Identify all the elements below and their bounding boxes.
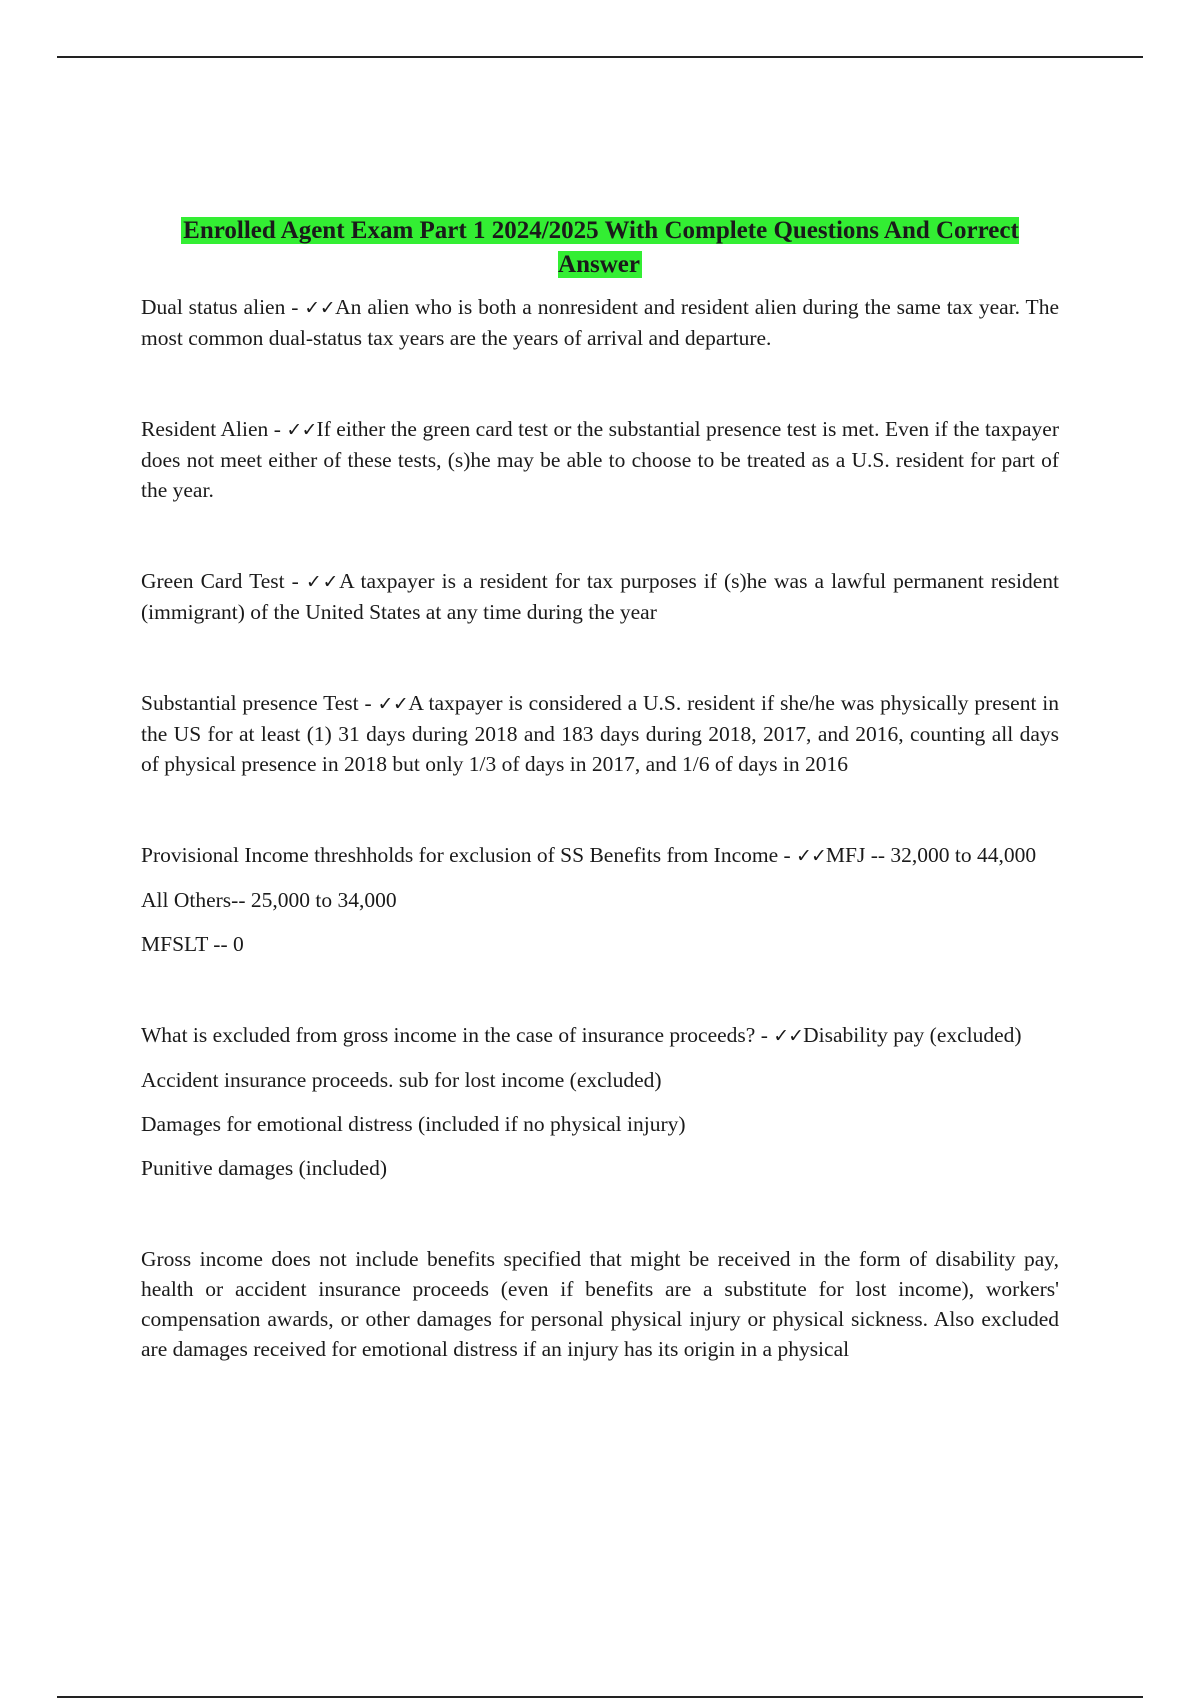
entry-extra-line: Accident insurance proceeds. sub for lost income (excluded) bbox=[141, 1068, 662, 1092]
entry-definition: A taxpayer is considered a U.S. resident if she/he was physically present in the US for at least (1) 31 days during 2018 and 183 days during 2018, 2017, and 2016, counting all days of physical presence in 2018 but only 1/3 of days in 2017, and 1/6 of days in 2016 bbox=[141, 691, 1060, 776]
entry-resident-alien bbox=[141, 414, 1059, 505]
check-mark-icon: ✓✓ bbox=[286, 419, 317, 441]
entry-green-card-test bbox=[141, 566, 1059, 627]
document-title bbox=[141, 214, 1059, 282]
entry-text bbox=[141, 292, 1059, 353]
entry-definition: An alien who is both a nonresident and resident alien during the same tax year. The most common dual-status tax years are the years of arrival and departure. bbox=[141, 295, 1059, 350]
entry-insurance-proceeds bbox=[141, 1020, 1059, 1183]
entry-extra-line: Punitive damages (included) bbox=[141, 1156, 387, 1180]
entry-definition: If either the green card test or the substantial presence test is met. Even if the taxpayer does not meet either of these tests, (s)he may be able to choose to be treated as a U.S. resident for part of the year. bbox=[141, 417, 1060, 502]
entry-term: Dual status alien - bbox=[141, 295, 305, 319]
entry-text bbox=[141, 688, 1059, 779]
closing-section bbox=[141, 1244, 1059, 1364]
entry-provisional-income bbox=[141, 840, 1059, 959]
entry-text bbox=[141, 414, 1059, 505]
entry-extra-line: All Others-- 25,000 to 34,000 bbox=[141, 888, 397, 912]
check-mark-icon: ✓✓ bbox=[796, 845, 826, 867]
check-mark-icon: ✓✓ bbox=[304, 297, 336, 319]
check-mark-icon: ✓✓ bbox=[773, 1025, 804, 1047]
entry-extra-line: MFSLT -- 0 bbox=[141, 932, 244, 956]
check-mark-icon: ✓✓ bbox=[305, 571, 340, 593]
entry-definition: Disability pay (excluded) bbox=[803, 1023, 1022, 1047]
entry-term: Substantial presence Test - bbox=[141, 691, 378, 715]
entry-definition: A taxpayer is a resident for tax purposes if (s)he was a lawful permanent resident (immigrant) of the United States at any time during the year bbox=[141, 569, 1059, 624]
entry-extra-line: Damages for emotional distress (included if no physical injury) bbox=[141, 1112, 686, 1136]
entry-text bbox=[141, 1020, 1059, 1051]
entry-dual-status-alien bbox=[141, 292, 1059, 353]
entry-term: Resident Alien - bbox=[141, 417, 287, 441]
entry-definition: MFJ -- 32,000 to 44,000 bbox=[825, 843, 1037, 867]
title-highlight: Enrolled Agent Exam Part 1 2024/2025 With Complete Questions And Correct Answer bbox=[183, 217, 1019, 278]
entry-text bbox=[141, 566, 1059, 627]
entry-term: What is excluded from gross income in the case of insurance proceeds? - bbox=[141, 1023, 774, 1047]
entry-term: Green Card Test - bbox=[141, 569, 306, 593]
bottom-rule bbox=[57, 1696, 1143, 1698]
document-body bbox=[141, 214, 1059, 1364]
entry-term: Provisional Income threshholds for exclusion of SS Benefits from Income - bbox=[141, 843, 797, 867]
entry-substantial-presence-test bbox=[141, 688, 1059, 779]
entry-text bbox=[141, 840, 1059, 871]
top-rule bbox=[57, 56, 1143, 58]
closing-paragraph: Gross income does not include benefits specified that might be received in the form of disability pay, health or accident insurance proceeds (even if benefits are a substitute for lost income), workers' compensation awards, or other damages for personal physical injury or physical sickness. Also excluded are damages received for emotional distress if an injury has its origin in a physical bbox=[141, 1247, 1059, 1361]
check-mark-icon: ✓✓ bbox=[377, 693, 409, 715]
